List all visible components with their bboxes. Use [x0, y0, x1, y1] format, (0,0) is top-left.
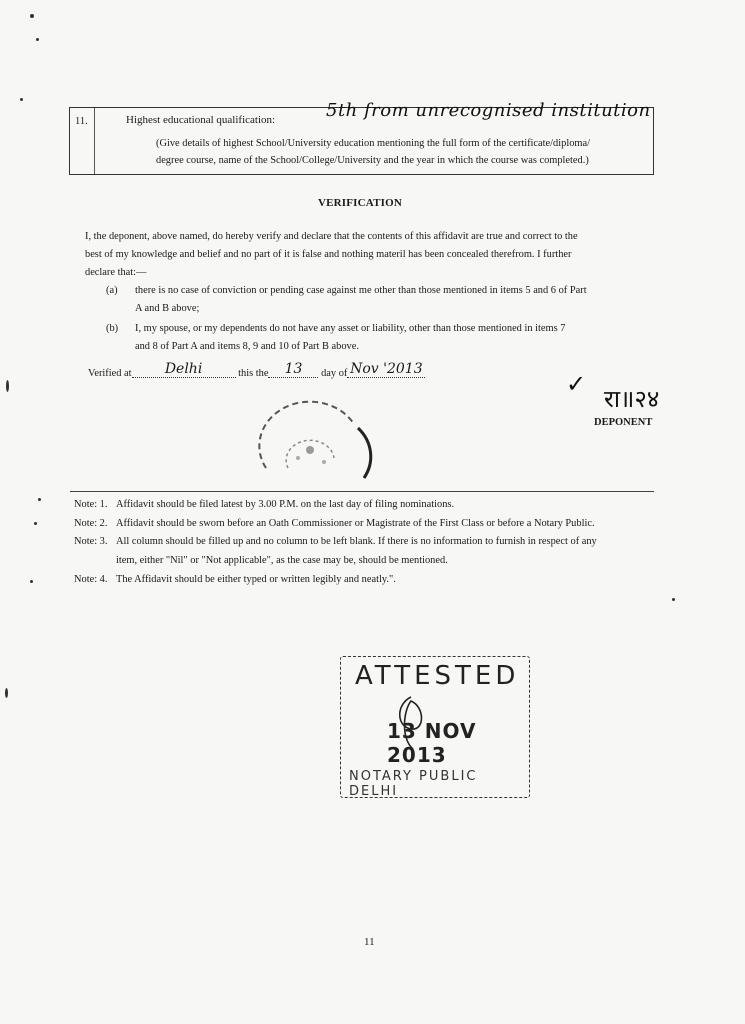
note-2-text: Affidavit should be sworn before an Oath Commissioner or Magistrate of the First Class or before a Notary Public. [116, 518, 595, 529]
deponent-label: DEPONENT [594, 417, 653, 428]
qualification-instructions [156, 135, 650, 169]
instruction-line: (Give details of highest School/University education mentioning the full form of the certificate/diploma/ [156, 138, 590, 149]
paragraph-line: I, the deponent, above named, do hereby verify and declare that the contents of this affidavit are true and correct to the [85, 231, 578, 242]
day-of-label: day of [321, 368, 348, 379]
column-divider [94, 108, 95, 174]
page-number: 11 [364, 936, 375, 948]
note-2-label: Note: 2. [74, 518, 108, 529]
tick-mark: ✓ [566, 372, 587, 398]
scan-speck [20, 98, 23, 101]
month-year-value: Nov '2013 [347, 361, 425, 378]
item-b-text [135, 320, 655, 356]
note-4-label: Note: 4. [74, 574, 108, 585]
note-1-text: Affidavit should be filed latest by 3.00 P.M. on the last day of filing nominations. [116, 499, 455, 510]
scan-speck [5, 688, 8, 698]
round-seal [236, 398, 376, 492]
item-line: and 8 of Part A and items 8, 9 and 10 of Part B above. [135, 341, 359, 352]
note-4-text: The Affidavit should be either typed or written legibly and neatly.". [116, 574, 396, 585]
verified-at-label: Verified at [88, 368, 132, 379]
deponent-signature: रा॥२४ [604, 385, 660, 413]
notary-footer: NOTARY PUBLIC DELHI [349, 769, 478, 799]
scan-speck [36, 38, 39, 41]
day-value: 13 [268, 361, 318, 378]
verified-at-value: Delhi [132, 361, 236, 378]
qualification-handwritten: 5th from unrecognised institution [326, 100, 651, 121]
paragraph-line: best of my knowledge and belief and no part of it is false and nothing materil has been concealed therefrom. I further [85, 249, 572, 260]
notes-separator [70, 491, 654, 492]
scan-speck [672, 598, 675, 601]
verification-heading: VERIFICATION [317, 197, 403, 209]
item-line: I, my spouse, or my dependents do not have any asset or liability, other than those mentioned in items 7 [135, 323, 566, 334]
item-line: A and B above; [135, 303, 200, 314]
note-1-label: Note: 1. [74, 499, 108, 510]
note-3-text-cont: item, either "Nil" or "Not applicable", as the case may be, should be mentioned. [116, 555, 448, 566]
item-number: 11. [75, 116, 88, 127]
scan-speck [6, 380, 9, 392]
scan-speck [30, 14, 34, 18]
verification-paragraph [85, 228, 655, 282]
scan-speck [34, 522, 37, 525]
paragraph-line: declare that:— [85, 267, 147, 278]
item-a-text [135, 282, 655, 318]
attested-stamp [340, 656, 530, 798]
verified-line [88, 361, 425, 381]
this-the-label: this the [238, 368, 269, 379]
item-11-box [69, 100, 654, 175]
note-3-label: Note: 3. [74, 536, 108, 547]
scan-speck [38, 498, 41, 501]
scan-speck [30, 580, 33, 583]
qualification-label: Highest educational qualification: [126, 114, 276, 126]
note-3-text: All column should be filled up and no column to be left blank. If there is no information to furnish in respect of any [116, 536, 597, 547]
attested-word: ATTESTED [355, 661, 520, 691]
item-b-mark: (b) [106, 323, 119, 334]
item-a-mark: (a) [106, 285, 118, 296]
instruction-line: degree course, name of the School/College/University and the year in which the course was completed.) [156, 155, 589, 166]
item-line: there is no case of conviction or pending case against me other than those mentioned in items 5 and 6 of Part [135, 285, 587, 296]
attested-date: 13 NOV 2013 [387, 719, 477, 767]
